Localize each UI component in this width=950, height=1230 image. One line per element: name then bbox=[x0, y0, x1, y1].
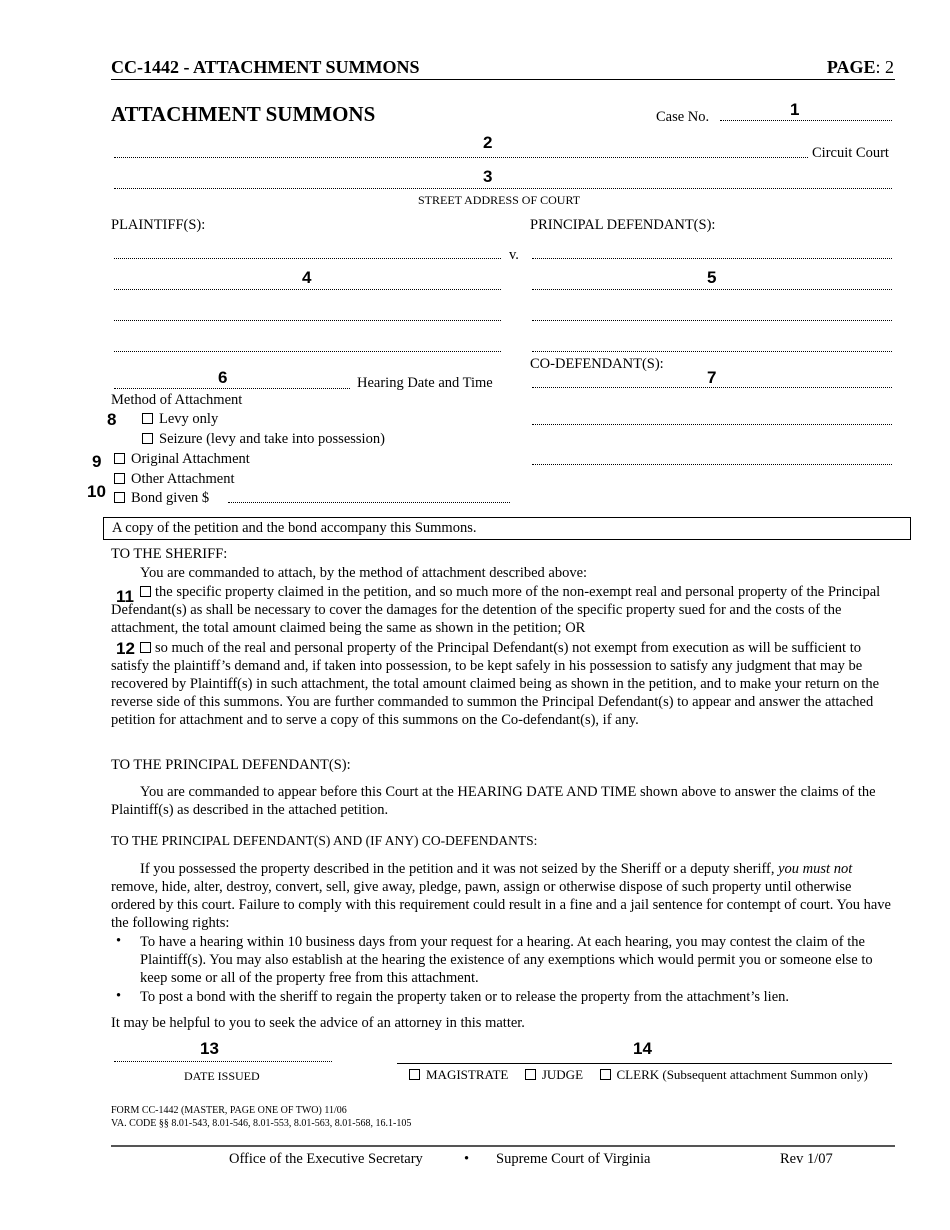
footer-bullet: • bbox=[464, 1151, 470, 1167]
page-indicator bbox=[827, 57, 894, 78]
defendant-line-1[interactable] bbox=[532, 258, 892, 259]
marker-14: 14 bbox=[633, 1039, 652, 1058]
marker-7: 7 bbox=[707, 368, 717, 387]
seizure-label: Seizure (levy and take into possession) bbox=[159, 431, 385, 447]
sheriff-heading: TO THE SHERIFF: bbox=[111, 546, 228, 562]
code-reference: VA. CODE §§ 8.01-543, 8.01-546, 8.01-553, 8.01-563, 8.01-568, 16.1-105 bbox=[111, 1118, 412, 1129]
sheriff-option-1 bbox=[111, 583, 897, 637]
footer-rule bbox=[111, 1145, 895, 1147]
footer-court: Supreme Court of Virginia bbox=[496, 1151, 651, 1167]
page-number: 2 bbox=[885, 57, 894, 77]
sheriff-option-2-checkbox[interactable] bbox=[140, 642, 151, 653]
hearing-date-label: Hearing Date and Time bbox=[357, 375, 493, 391]
sheriff-option-1-text: the specific property claimed in the petition, and so much more of the non-exempt real and personal property of the Principal Defendant(s) as shall be necessary to cover the damages for the detention of the specific property sued for and the costs of the attachment, the total amount claimed being the same as shown in the petition; OR bbox=[111, 584, 881, 636]
marker-6: 6 bbox=[218, 368, 228, 387]
codef-text-after: remove, hide, alter, destroy, convert, sell, give away, pledge, pawn, assign or otherwise dispose of such property until otherwise ordered by this court. Failure to comply with this requirement could result in a fine and a jail sentence for contempt of court. You have the following rights: bbox=[111, 879, 891, 931]
marker-10: 10 bbox=[87, 482, 106, 501]
attorney-advice: It may be helpful to you to seek the advice of an attorney in this matter. bbox=[111, 1015, 525, 1031]
codef-text-before: If you possessed the property described in the petition and it was not seized by the Sheriff or a deputy sheriff, bbox=[140, 861, 775, 877]
judge-checkbox[interactable] bbox=[525, 1069, 536, 1080]
plaintiff-line-2[interactable] bbox=[114, 289, 501, 290]
marker-5: 5 bbox=[707, 268, 717, 287]
plaintiffs-label: PLAINTIFF(S): bbox=[111, 217, 206, 233]
bond-checkbox[interactable] bbox=[114, 492, 125, 503]
street-address-label: STREET ADDRESS OF COURT bbox=[418, 193, 581, 207]
defendant-line-3[interactable] bbox=[532, 320, 892, 321]
versus-label: v. bbox=[509, 247, 519, 263]
form-reference: FORM CC-1442 (MASTER, PAGE ONE OF TWO) 11/06 bbox=[111, 1105, 347, 1116]
method-label: Method of Attachment bbox=[111, 392, 243, 408]
bullet-2-marker: • bbox=[116, 988, 122, 1004]
levy-only-option[interactable] bbox=[142, 411, 218, 428]
codef-text bbox=[111, 860, 897, 932]
marker-1: 1 bbox=[790, 100, 800, 119]
hearing-date-field[interactable] bbox=[114, 388, 350, 389]
other-attachment-checkbox[interactable] bbox=[114, 473, 125, 484]
marker-4: 4 bbox=[302, 268, 312, 287]
codef-heading: TO THE PRINCIPAL DEFENDANT(S) AND (IF ANY) CO-DEFENDANTS: bbox=[111, 833, 538, 848]
sheriff-option-2-text: so much of the real and personal property of the Principal Defendant(s) not exempt from execution as will be sufficient to satisfy the plaintiff’s demand and, if taken into possession, to be kept safely in his possession to satisfy any judgment that may be recovered by Plaintiff(s) in such attachment, the total amount claimed being as shown in the petition, and to make your return on the reverse side of this summons. You are further commanded to summon the Principal Defendant(s) to appear and answer the attached petition for attachment and to serve a copy of this summons on the Co-defendant(s), if any. bbox=[111, 640, 880, 728]
sheriff-option-2 bbox=[111, 639, 897, 729]
rights-bullet-1: To have a hearing within 10 business days from your request for a hearing. At each hearing, you may contest the claim of the Plaintiff(s). You may also establish at the hearing the existence of any exemptions which would permit you or someone else to keep some or all of the property free from this attachment. bbox=[140, 934, 873, 986]
magistrate-label: MAGISTRATE bbox=[426, 1067, 509, 1082]
codefendants-label: CO-DEFENDANT(S): bbox=[530, 356, 664, 372]
magistrate-checkbox[interactable] bbox=[409, 1069, 420, 1080]
page-separator: : bbox=[875, 57, 881, 77]
footer-office: Office of the Executive Secretary bbox=[229, 1151, 423, 1167]
bond-label: Bond given $ bbox=[131, 490, 210, 506]
marker-2: 2 bbox=[483, 133, 493, 152]
case-no-field[interactable] bbox=[720, 120, 892, 121]
page-title: ATTACHMENT SUMMONS bbox=[111, 102, 376, 126]
bond-amount-field[interactable] bbox=[228, 502, 510, 503]
sheriff-intro: You are commanded to attach, by the method of attachment described above: bbox=[140, 565, 588, 581]
plaintiff-line-3[interactable] bbox=[114, 320, 501, 321]
judge-label: JUDGE bbox=[541, 1067, 584, 1082]
date-issued-field[interactable] bbox=[114, 1061, 332, 1062]
defendant-line-4[interactable] bbox=[532, 351, 892, 352]
codef-text-emphasis: you must not bbox=[778, 861, 853, 877]
defendant-line-2[interactable] bbox=[532, 289, 892, 290]
levy-only-checkbox[interactable] bbox=[142, 413, 153, 424]
street-address-field[interactable] bbox=[114, 188, 892, 189]
seizure-checkbox[interactable] bbox=[142, 433, 153, 444]
codefendant-line-3[interactable] bbox=[532, 464, 892, 465]
seizure-option[interactable] bbox=[142, 431, 385, 448]
signature-line bbox=[397, 1063, 892, 1064]
levy-only-label: Levy only bbox=[159, 411, 219, 427]
sheriff-option-1-checkbox[interactable] bbox=[140, 586, 151, 597]
original-attachment-checkbox[interactable] bbox=[114, 453, 125, 464]
other-attachment-label: Other Attachment bbox=[131, 471, 235, 487]
form-title: CC-1442 - ATTACHMENT SUMMONS bbox=[111, 57, 420, 77]
principal-text: You are commanded to appear before this Court at the HEARING DATE AND TIME shown above to answer the claims of the Plaintiff(s) as described in the attached petition. bbox=[111, 784, 876, 818]
page-label: PAGE bbox=[826, 57, 876, 77]
marker-13: 13 bbox=[200, 1039, 219, 1058]
signer-options bbox=[409, 1067, 868, 1083]
original-attachment-label: Original Attachment bbox=[131, 451, 250, 467]
copy-notice-text: A copy of the petition and the bond accompany this Summons. bbox=[112, 520, 477, 536]
bullet-1-marker: • bbox=[116, 933, 122, 949]
marker-12: 12 bbox=[116, 639, 135, 658]
circuit-court-field[interactable] bbox=[114, 157, 808, 158]
marker-3: 3 bbox=[483, 167, 493, 186]
principal-defendants-label: PRINCIPAL DEFENDANT(S): bbox=[530, 217, 716, 233]
principal-heading: TO THE PRINCIPAL DEFENDANT(S): bbox=[111, 757, 351, 773]
marker-8: 8 bbox=[107, 410, 117, 429]
original-attachment-option[interactable] bbox=[114, 451, 250, 468]
clerk-checkbox[interactable] bbox=[600, 1069, 611, 1080]
plaintiff-line-4[interactable] bbox=[114, 351, 501, 352]
codefendant-line-2[interactable] bbox=[532, 424, 892, 425]
date-issued-label: DATE ISSUED bbox=[184, 1069, 260, 1083]
marker-9: 9 bbox=[92, 452, 102, 471]
rights-bullet-2: To post a bond with the sheriff to regain the property taken or to release the property from the attachment’s lien. bbox=[140, 989, 790, 1005]
circuit-court-label: Circuit Court bbox=[812, 145, 889, 161]
footer-revision: Rev 1/07 bbox=[780, 1151, 833, 1167]
other-attachment-option[interactable] bbox=[114, 471, 234, 488]
bond-option[interactable] bbox=[114, 490, 209, 507]
marker-11: 11 bbox=[116, 587, 134, 606]
case-no-label: Case No. bbox=[656, 109, 710, 125]
copy-notice-box bbox=[103, 517, 911, 540]
header-rule bbox=[111, 79, 895, 80]
clerk-label: CLERK (Subsequent attachment Summon only) bbox=[616, 1067, 868, 1082]
plaintiff-line-1[interactable] bbox=[114, 258, 501, 259]
